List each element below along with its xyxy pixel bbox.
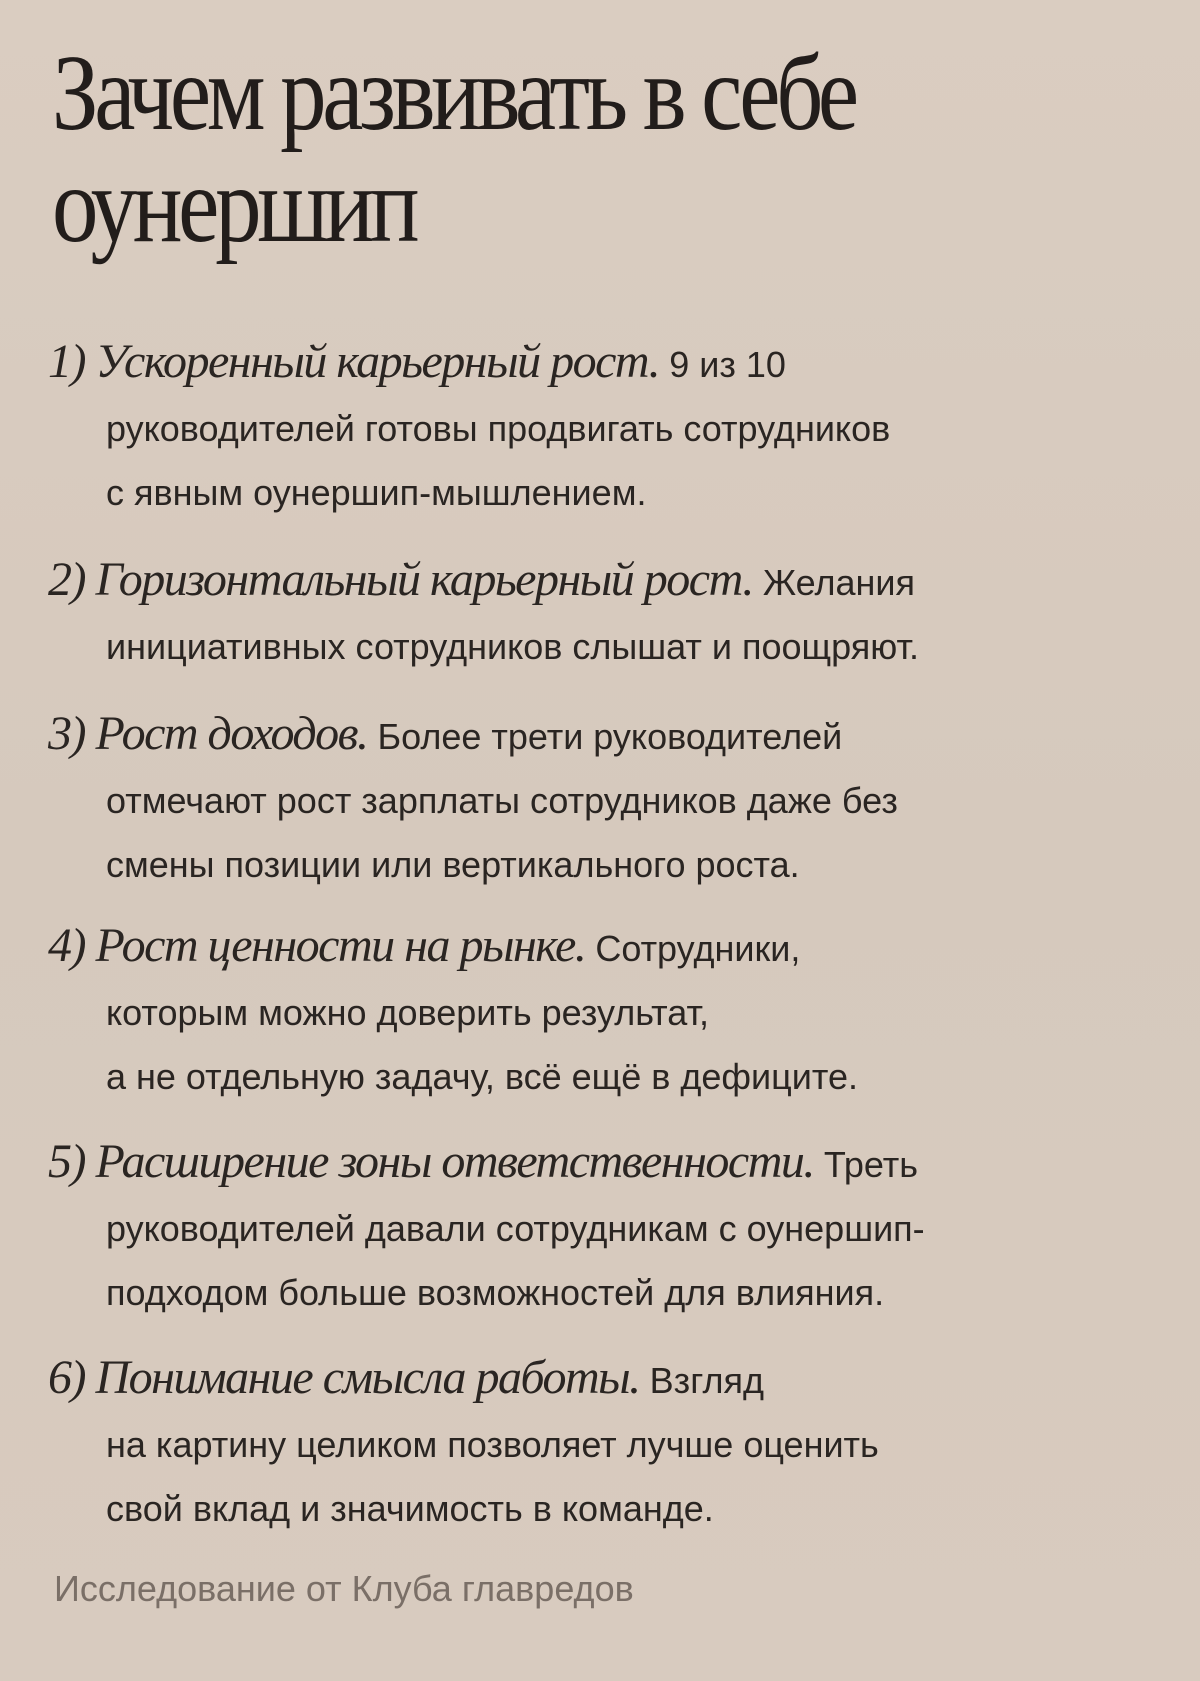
item-heading: 5) Расширение зоны ответственности.	[48, 1135, 814, 1188]
item-text: с явным оунершип-мышлением.	[106, 472, 647, 513]
item-heading: 1) Ускоренный карьерный рост.	[48, 335, 660, 388]
page-title	[52, 34, 998, 265]
list-item	[48, 548, 1168, 679]
list-item	[48, 702, 1168, 897]
item-heading: 3) Рост доходов.	[48, 707, 368, 760]
title-line-2: оунершип	[52, 146, 416, 265]
item-text: Желания	[762, 562, 915, 603]
item-text: отмечают рост зарплаты сотрудников даже без	[106, 780, 898, 821]
item-text: а не отдельную задачу, всё ещё в дефиците.	[106, 1056, 858, 1097]
title-line-1: Зачем развивать в себе	[52, 34, 855, 153]
list-item	[48, 914, 1168, 1109]
list-item	[48, 1130, 1168, 1325]
item-text: которым можно доверить результат,	[106, 992, 709, 1033]
item-text: подходом больше возможностей для влияния.	[106, 1272, 885, 1313]
item-heading: 4) Рост ценности на рынке.	[48, 919, 586, 972]
item-text: Более трети руководителей	[377, 716, 843, 757]
item-text: Взгляд	[649, 1360, 765, 1401]
list-item	[48, 330, 1168, 525]
item-text: на картину целиком позволяет лучше оценить	[106, 1424, 879, 1465]
item-text: смены позиции или вертикального роста.	[106, 844, 800, 885]
item-text: руководителей готовы продвигать сотрудников	[106, 408, 891, 449]
item-text: свой вклад и значимость в команде.	[106, 1488, 714, 1529]
list-item	[48, 1346, 1168, 1541]
source-caption: Исследование от Клуба главредов	[54, 1568, 634, 1609]
item-text: 9 из 10	[669, 344, 786, 385]
item-text: руководителей давали сотрудникам с оунершип-	[106, 1208, 925, 1249]
item-heading: 2) Горизонтальный карьерный рост.	[48, 553, 753, 606]
item-text: инициативных сотрудников слышат и поощряют.	[106, 626, 919, 667]
item-text: Треть	[823, 1144, 918, 1185]
item-heading: 6) Понимание смысла работы.	[48, 1351, 640, 1404]
item-text: Сотрудники,	[595, 928, 801, 969]
